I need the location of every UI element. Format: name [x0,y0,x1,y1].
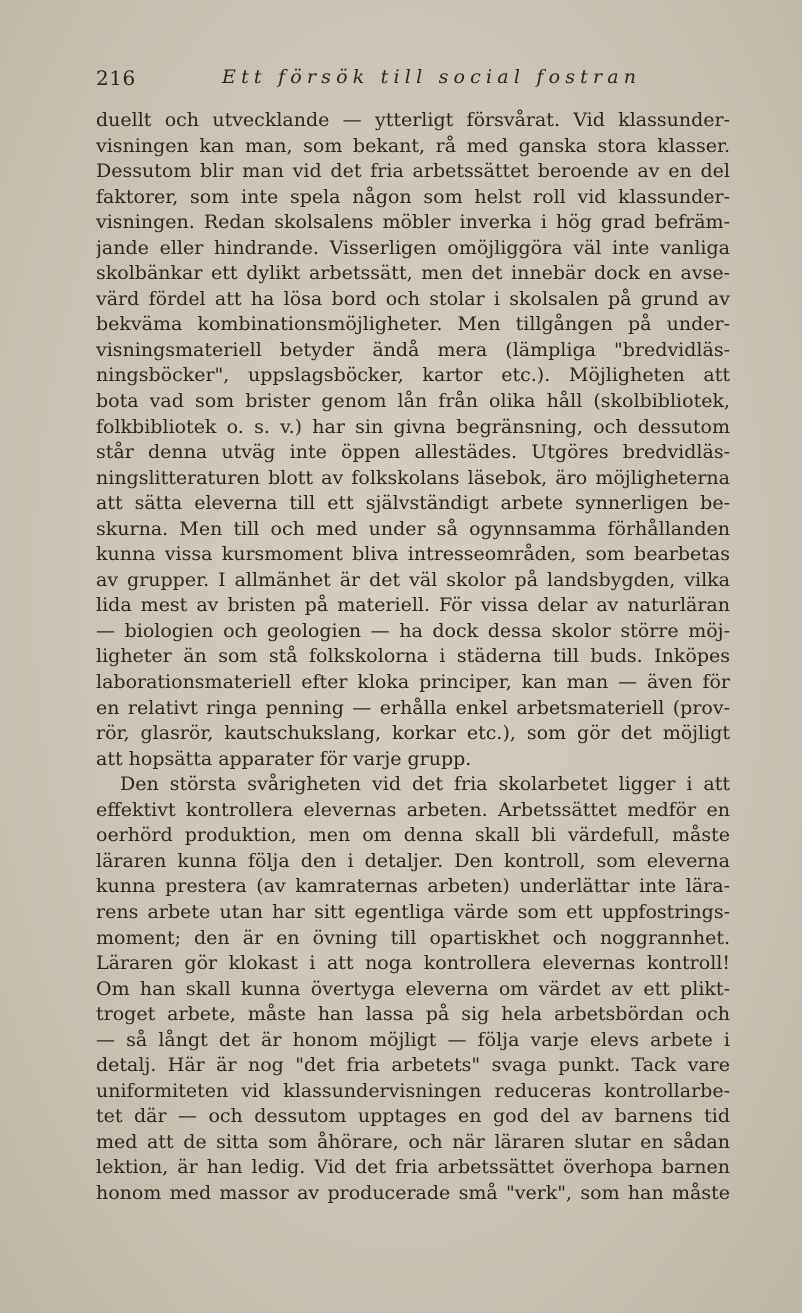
text-line: bekväma kombinationsmöjligheter. Men tillgången på under- [96,313,730,336]
page-header [96,66,726,96]
text-line: Dessutom blir man vid det fria arbetssättet beroende av en del [96,160,730,183]
text-line: värd fördel att ha lösa bord och stolar i skolsalen på grund av [96,287,730,310]
text-line: Den största svårigheten vid det fria skolarbetet ligger i att [120,773,730,796]
text-line: rens arbete utan har sitt egentliga värde som ett uppfostrings- [96,900,730,923]
text-line: läraren kunna följa den i detaljer. Den kontroll, som eleverna [96,849,730,872]
text-line: ligheter än som stå folkskolorna i städerna till buds. Inköpes [96,645,730,668]
text-line: uniformiteten vid klassundervisningen reduceras kontrollarbe- [96,1079,730,1102]
text-line: rör, glasrör, kautschukslang, korkar etc.), som gör det möjligt [96,722,730,745]
text-line: detalj. Här är nog "det fria arbetets" svaga punkt. Tack vare [96,1054,730,1077]
text-line: Om han skall kunna övertyga eleverna om värdet av ett plikt- [96,977,730,1000]
text-line: med att de sitta som åhörare, och när läraren slutar en sådan [96,1130,730,1153]
text-line: moment; den är en övning till opartiskhet och noggrannhet. [96,926,730,949]
text-line: folkbibliotek o. s. v.) har sin givna begränsning, och dessutom [96,415,730,438]
running-title: Ett försök till social fostran [222,66,642,88]
page-number: 216 [96,66,136,90]
text-line: tet där — och dessutom upptages en god del av barnens tid [96,1105,730,1128]
text-line: troget arbete, måste han lassa på sig hela arbetsbördan och [96,1003,730,1026]
text-line: visningen kan man, som bekant, rå med ganska stora klasser. [96,134,730,157]
text-line: faktorer, som inte spela någon som helst roll vid klassunder- [96,185,730,208]
text-line: — så långt det är honom möjligt — följa varje elevs arbete i [96,1028,730,1051]
text-line: att hopsätta apparater för varje grupp. [96,747,472,770]
text-line: oerhörd produktion, men om denna skall bli värdefull, måste [96,824,730,847]
text-line: jande eller hindrande. Visserligen omöjliggöra väl inte vanliga [96,236,730,259]
text-line: kunna vissa kursmoment bliva intresseområden, som bearbetas [96,543,730,566]
text-line: att sätta eleverna till ett självständigt arbete synnerligen be- [96,492,730,515]
text-line: en relativt ringa penning — erhålla enkel arbetsmateriell (prov- [96,696,730,719]
text-line: — biologien och geologien — ha dock dessa skolor större möj- [96,619,730,642]
text-line: Läraren gör klokast i att noga kontrollera elevernas kontroll! [96,952,730,975]
text-line: effektivt kontrollera elevernas arbeten. Arbetssättet medför en [96,798,730,821]
text-line: bota vad som brister genom lån från olika håll (skolbibliotek, [96,390,730,413]
text-line: kunna prestera (av kamraternas arbeten) underlättar inte lära- [96,875,730,898]
text-line: duellt och utvecklande — ytterligt försvårat. Vid klassunder- [96,109,730,131]
text-line: lida mest av bristen på materiell. För vissa delar av naturläran [96,594,730,617]
text-line: skurna. Men till och med under så ogynnsamma förhållanden [96,517,730,540]
text-line: visningen. Redan skolsalens möbler inverka i hög grad befräm- [96,211,730,234]
text-line: ningsböcker", uppslagsböcker, kartor etc.). Möjligheten att [96,364,730,387]
text-line: lektion, är han ledig. Vid det fria arbetssättet överhopa barnen [96,1156,730,1179]
text-line: visningsmateriell betyder ändå mera (lämpliga "bredvidläs- [96,338,730,361]
text-line: honom med massor av producerade små "verk", som han måste [96,1181,730,1204]
text-line: står denna utväg inte öppen allestädes. Utgöres bredvidläs- [96,441,730,464]
body-text [96,108,730,1207]
text-line: skolbänkar ett dylikt arbetssätt, men det innebär dock en avse- [96,262,730,285]
text-line: laborationsmateriell efter kloka principer, kan man — även för [96,671,730,694]
text-line: ningslitteraturen blott av folkskolans läsebok, äro möjligheterna [96,466,730,489]
text-line: av grupper. I allmänhet är det väl skolor på landsbygden, vilka [96,568,730,591]
